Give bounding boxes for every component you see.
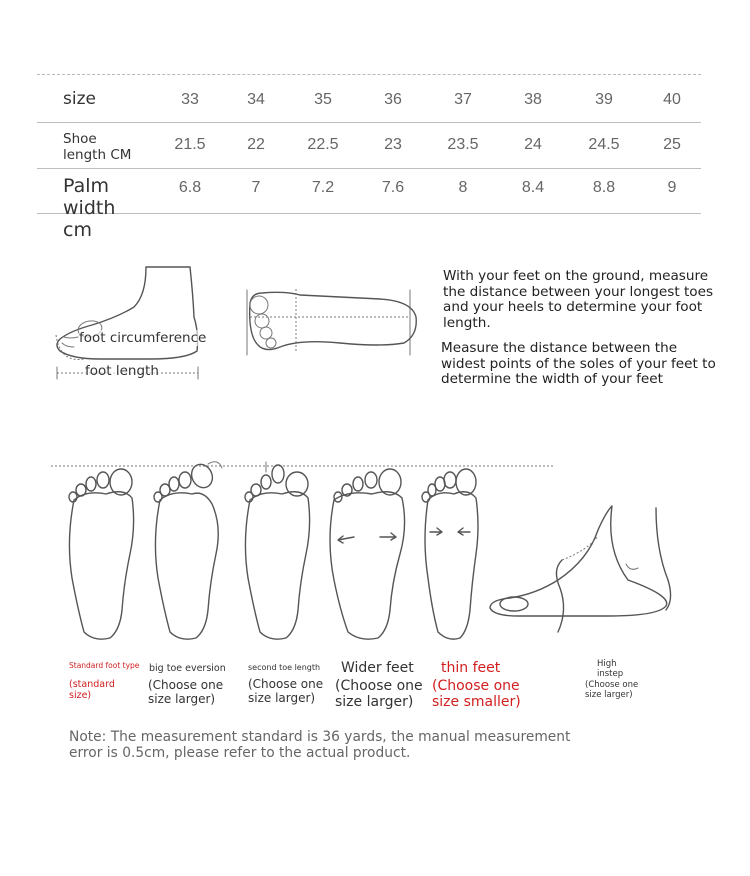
table-bottom-rule bbox=[37, 213, 701, 214]
palm-width-cell: 7.6 bbox=[381, 179, 405, 196]
shoe-length-cell: 24 bbox=[524, 136, 542, 153]
shoe-length-cell: 23.5 bbox=[447, 136, 479, 153]
measurement-note: Note: The measurement standard is 36 yards, the manual measurement error is 0.5cm, please refer to the actual product. bbox=[69, 729, 571, 761]
row-label-size: size bbox=[63, 89, 96, 109]
size-cell: 38 bbox=[524, 91, 542, 108]
size-cell: 36 bbox=[384, 91, 402, 108]
foot-type-title: second toe length bbox=[248, 663, 321, 672]
palm-width-cell: 7 bbox=[251, 179, 261, 196]
foot-type-subtitle: (Choose one size larger) bbox=[585, 680, 639, 700]
size-cell: 35 bbox=[314, 91, 332, 108]
second-toe-length-illustration bbox=[245, 462, 310, 639]
foot-length-label: foot length bbox=[85, 363, 159, 379]
shoe-length-cell: 24.5 bbox=[588, 136, 620, 153]
wider-feet-illustration bbox=[330, 469, 405, 639]
size-cell: 33 bbox=[181, 91, 199, 108]
table-divider bbox=[37, 168, 701, 169]
foot-type-title: thin feet bbox=[441, 660, 501, 676]
standard-foot-illustration bbox=[69, 469, 134, 639]
shoe-length-cell: 23 bbox=[384, 136, 402, 153]
foot-type-subtitle: (standard size) bbox=[69, 679, 115, 701]
foot-type-subtitle: (Choose one size larger) bbox=[248, 677, 324, 705]
shoe-length-cell: 22 bbox=[247, 136, 265, 153]
foot-type-title: Standard foot type bbox=[69, 661, 140, 670]
size-cell: 40 bbox=[663, 91, 681, 108]
foot-measurement-illustrations bbox=[0, 255, 440, 395]
foot-type-title: Wider feet bbox=[341, 660, 414, 676]
palm-width-cell: 9 bbox=[667, 179, 677, 196]
top-foot-illustration bbox=[247, 289, 416, 355]
foot-type-title: big toe eversion bbox=[149, 663, 226, 674]
palm-width-cell: 6.8 bbox=[178, 179, 202, 196]
length-instruction: With your feet on the ground, measure the distance between your longest toes and your heels to determine your foot length. bbox=[443, 268, 714, 331]
row-label-shoe-length: Shoe length CM bbox=[63, 131, 132, 163]
big-toe-eversion-illustration bbox=[154, 461, 222, 639]
foot-circumference-label: foot circumference bbox=[79, 330, 207, 346]
palm-width-cell: 7.2 bbox=[311, 179, 335, 196]
shoe-length-cell: 22.5 bbox=[307, 136, 339, 153]
shoe-length-cell: 25 bbox=[663, 136, 681, 153]
foot-types-illustrations bbox=[0, 460, 700, 650]
foot-type-subtitle: (Choose one size larger) bbox=[148, 678, 224, 706]
shoe-length-cell: 21.5 bbox=[174, 136, 206, 153]
thin-feet-illustration bbox=[422, 469, 478, 639]
width-instruction: Measure the distance between the widest points of the soles of your feet to determine the width of your feet bbox=[441, 340, 716, 387]
table-divider bbox=[37, 122, 701, 123]
size-cell: 37 bbox=[454, 91, 472, 108]
palm-width-cell: 8.4 bbox=[521, 179, 545, 196]
size-cell: 34 bbox=[247, 91, 265, 108]
foot-type-title: High instep bbox=[597, 659, 624, 679]
table-top-rule bbox=[37, 74, 701, 75]
foot-type-subtitle: (Choose one size smaller) bbox=[432, 678, 521, 711]
row-label-palm-width: Palm width cm bbox=[63, 175, 116, 241]
palm-width-cell: 8.8 bbox=[592, 179, 616, 196]
high-instep-illustration bbox=[490, 506, 671, 632]
palm-width-cell: 8 bbox=[458, 179, 468, 196]
size-cell: 39 bbox=[595, 91, 613, 108]
foot-type-subtitle: (Choose one size larger) bbox=[335, 678, 423, 711]
